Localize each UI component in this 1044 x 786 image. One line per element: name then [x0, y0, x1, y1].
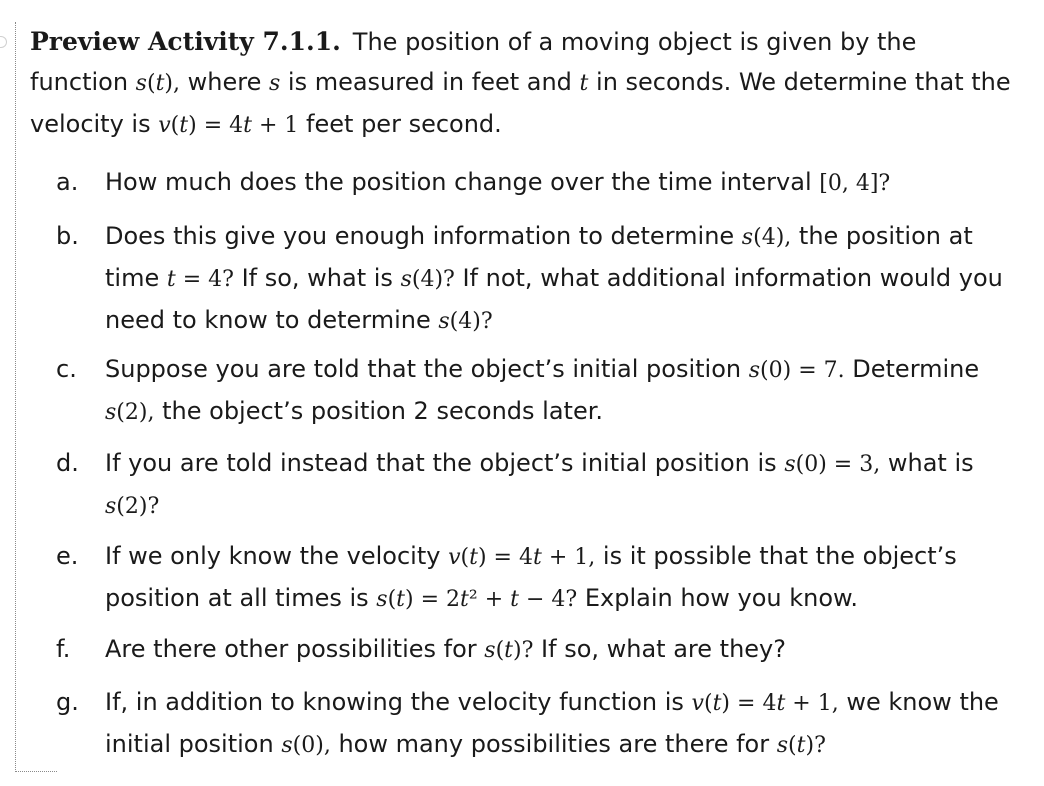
- math-expression: s(t) = 2t² + t − 4?: [376, 587, 578, 612]
- text-run: how many possibilities are there for: [330, 730, 777, 758]
- math-expression: s(4)?: [438, 309, 493, 334]
- math-expression: s(0),: [281, 733, 331, 758]
- text-run: where: [180, 68, 269, 96]
- item-label: g.: [56, 688, 79, 716]
- text-run: If not, what additional information would you need to know to determine: [105, 264, 1003, 334]
- item-text: [105, 216, 1026, 342]
- text-run: Suppose you are told that the object’s initial position: [105, 355, 749, 383]
- math-expression: s(0) = 7.: [748, 358, 845, 383]
- activity-title: Preview Activity 7.1.1.: [30, 27, 341, 56]
- item-label: a.: [56, 168, 79, 196]
- text-run: we know the initial position: [105, 688, 999, 758]
- text-run: the position at time: [105, 222, 973, 292]
- activity-item: [56, 349, 1026, 433]
- math-expression: s(2)?: [105, 494, 160, 519]
- margin-marker: [0, 36, 7, 48]
- text-run: If you are told instead that the object’s initial position is: [105, 449, 785, 477]
- math-expression: s(4)?: [400, 267, 455, 292]
- item-label: f.: [56, 635, 71, 663]
- text-run: feet per second.: [298, 110, 502, 138]
- item-label: e.: [56, 542, 79, 570]
- text-run: Determine: [844, 355, 980, 383]
- activity-item: [56, 443, 1026, 527]
- text-run: Are there other possibilities for: [105, 635, 485, 663]
- math-expression: t: [579, 71, 589, 96]
- item-text: [105, 682, 1026, 766]
- item-text: [105, 629, 1026, 671]
- text-run: what is: [880, 449, 974, 477]
- text-run: in seconds. We determine that the velocity is: [30, 68, 1011, 138]
- bottom-rule: [15, 771, 57, 772]
- item-label: d.: [56, 449, 79, 477]
- activity-item: [56, 682, 1026, 766]
- activity-item: [56, 162, 1026, 204]
- text-run: If, in addition to knowing the velocity function is: [105, 688, 692, 716]
- text-run: The position of a moving object is given by the function: [30, 28, 917, 96]
- math-expression: s(0) = 3,: [784, 452, 881, 477]
- item-text: [105, 536, 1026, 620]
- math-expression: s(t),: [135, 71, 180, 96]
- math-expression: t = 4?: [166, 267, 234, 292]
- text-run: If we only know the velocity: [105, 542, 449, 570]
- math-expression: s(4),: [741, 225, 792, 250]
- activity-item: [56, 629, 1026, 671]
- math-expression: s: [268, 71, 281, 96]
- text-run: is measured in feet and: [280, 68, 580, 96]
- math-expression: [0, 4]?: [819, 171, 891, 196]
- item-label: c.: [56, 355, 77, 383]
- text-run: If so, what are they?: [533, 635, 786, 663]
- activity-item: [56, 536, 1026, 620]
- math-expression: v(t) = 4t + 1,: [691, 691, 839, 716]
- text-run: If so, what is: [233, 264, 401, 292]
- item-text: [105, 349, 1026, 433]
- text-run: the object’s position 2 seconds later.: [154, 397, 604, 425]
- math-expression: s(2),: [105, 400, 155, 425]
- item-label: b.: [56, 222, 79, 250]
- text-run: Explain how you know.: [577, 584, 859, 612]
- activity-item: [56, 216, 1026, 342]
- text-run: How much does the position change over the time interval: [105, 168, 820, 196]
- math-expression: v(t) = 4t + 1: [158, 113, 299, 138]
- math-expression: s(t)?: [484, 638, 534, 663]
- text-run: Does this give you enough information to determine: [105, 222, 742, 250]
- item-text: [105, 162, 1026, 204]
- text-run: is it possible that the object’s position at all times is: [105, 542, 957, 612]
- activity-intro: [30, 22, 1020, 146]
- item-text: [105, 443, 1026, 527]
- math-expression: s(t)?: [776, 733, 826, 758]
- math-expression: v(t) = 4t + 1,: [448, 545, 596, 570]
